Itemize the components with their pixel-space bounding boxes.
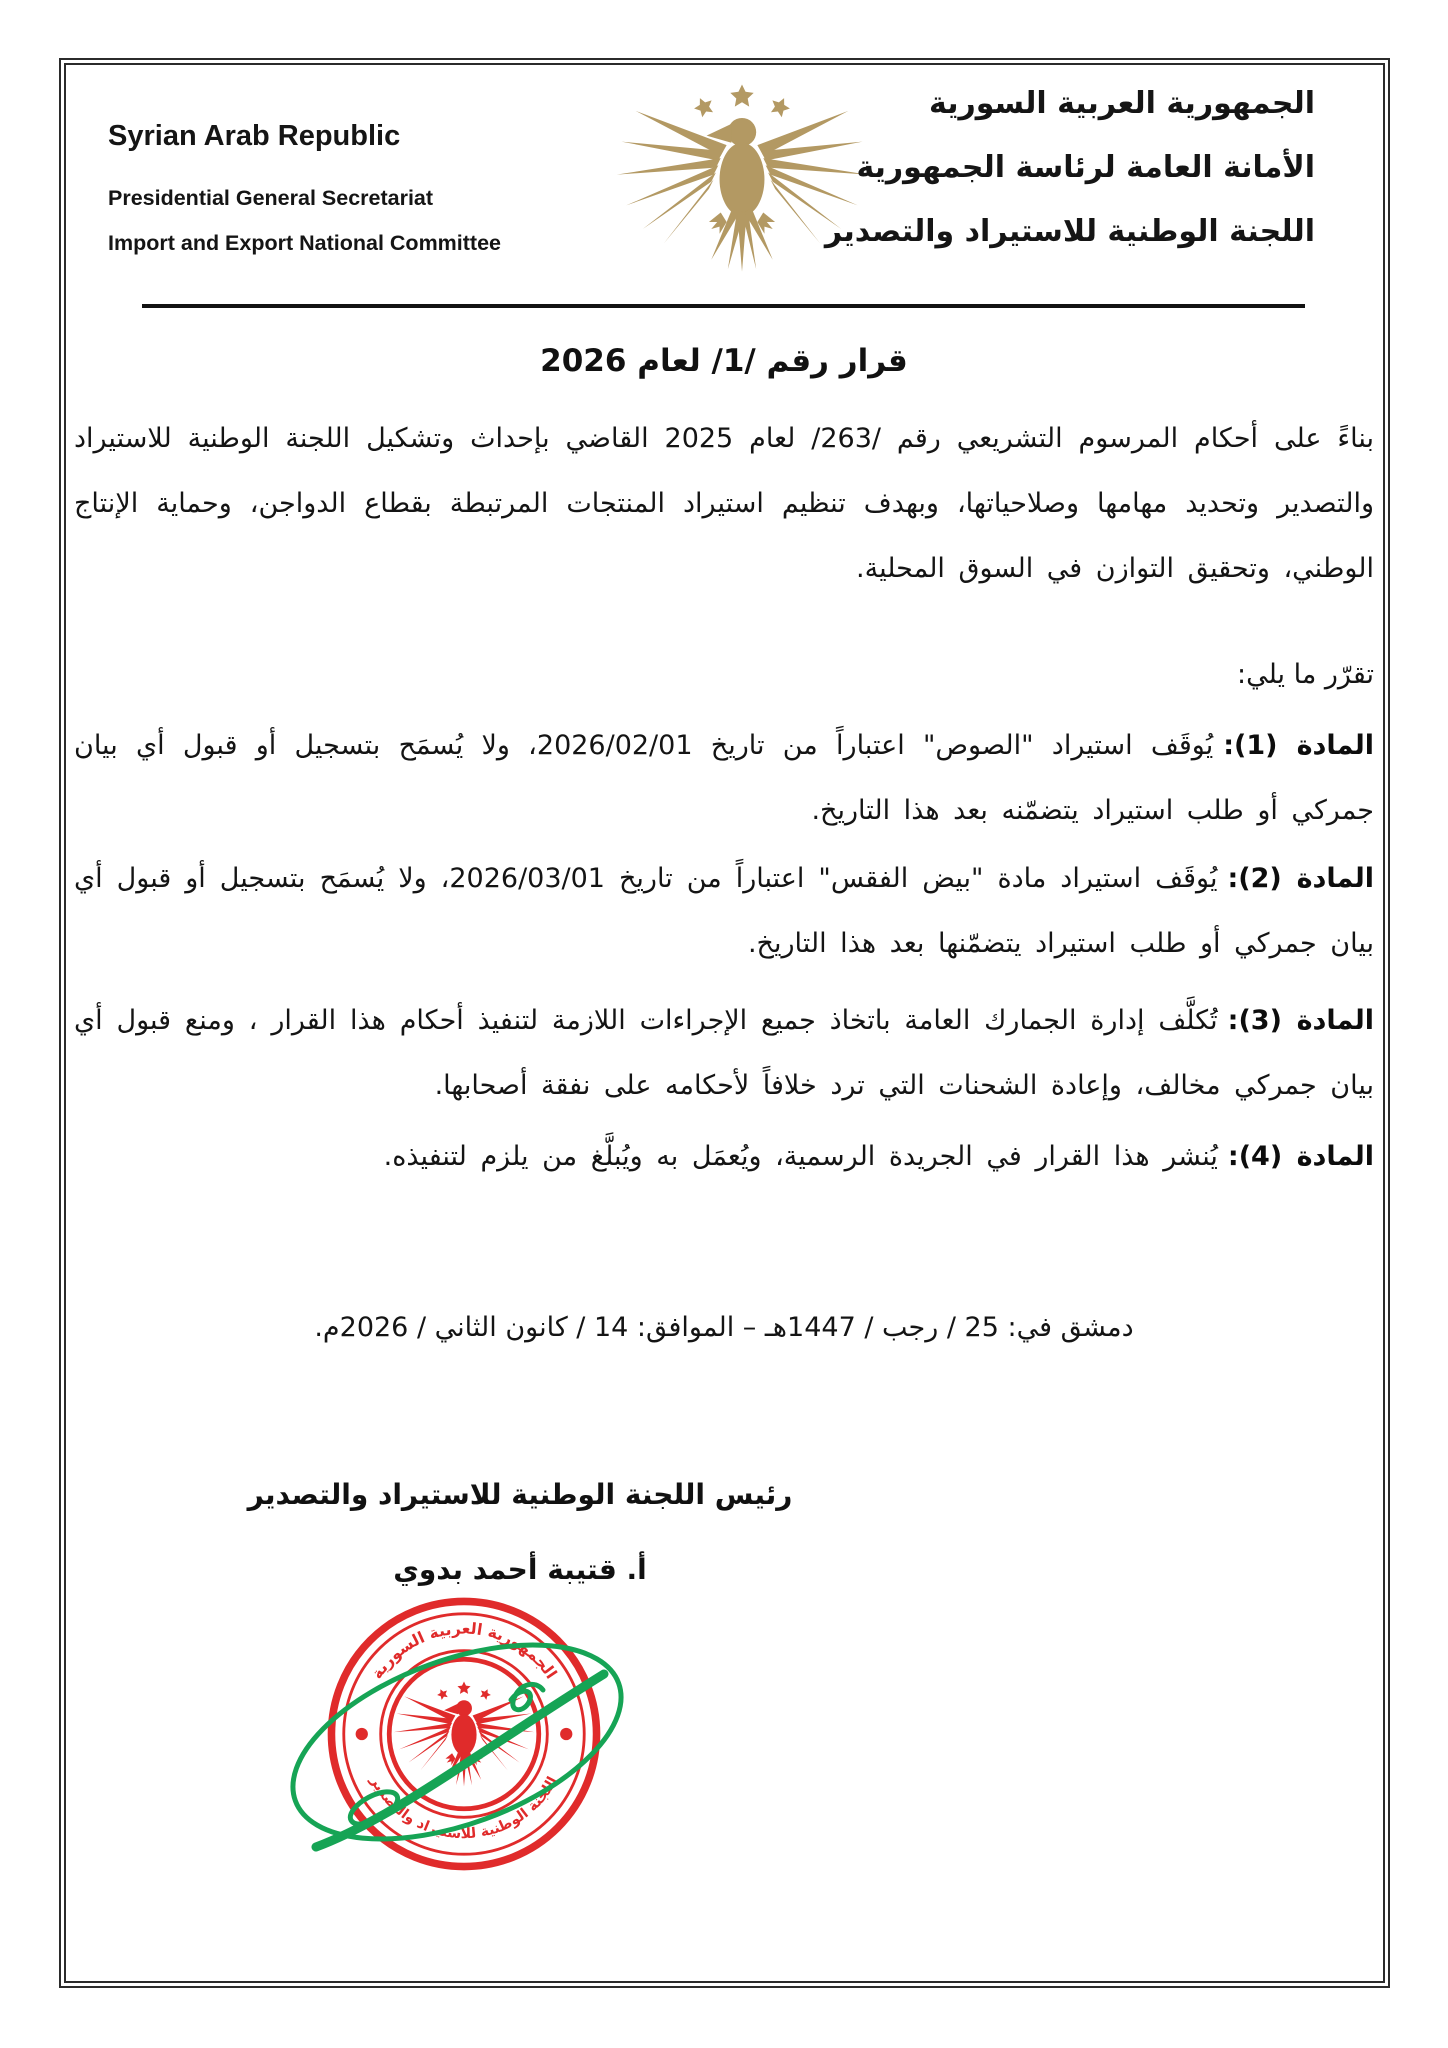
header-arabic-committee: اللجنة الوطنية للاستيراد والتصدير bbox=[824, 214, 1315, 249]
signatory-title: رئيس اللجنة الوطنية للاستيراد والتصدير bbox=[247, 1478, 793, 1511]
header-arabic-country: الجمهورية العربية السورية bbox=[929, 86, 1315, 121]
preamble-paragraph: بناءً على أحكام المرسوم التشريعي رقم /263/ لعام 2025 القاضي بإحداث وتشكيل اللجنة الوطنية للاستيراد والتصدير وتحديد مهامها وصلاحياتها، وبهدف تنظيم استيراد المنتجات المرتبطة بقطاع الدواجن، وحماية الإنتاج الوطني، وتحقيق التوازن في السوق المحلية. bbox=[74, 423, 1374, 584]
stamp-bottom-text: اللجنة الوطنية للاستيراد والتصدير bbox=[366, 1774, 562, 1843]
signatory-name: أ. قتيبة أحمد بدوي bbox=[393, 1553, 647, 1586]
article-4-label: المادة (4): bbox=[1227, 1141, 1374, 1172]
article-2-label: المادة (2): bbox=[1227, 863, 1374, 894]
article-4-text: يُنشر هذا القرار في الجريدة الرسمية، ويُعمَل به ويُبلَّغ من يلزم لتنفيذه. bbox=[383, 1141, 1218, 1172]
signature-block bbox=[220, 1462, 820, 1602]
date-line: دمشق في: 25 / رجب / 1447هـ – الموافق: 14 / كانون الثاني / 2026م. bbox=[314, 1312, 1134, 1343]
header-arabic bbox=[825, 72, 1315, 264]
decides-line: تقرّر ما يلي: bbox=[1236, 659, 1374, 690]
green-signature-icon bbox=[286, 1612, 628, 1878]
article-3 bbox=[74, 988, 1374, 1118]
stamp-top-text: الجمهورية العربية السورية bbox=[367, 1619, 561, 1683]
header-english-secretariat: Presidential General Secretariat bbox=[108, 186, 434, 210]
header-english-committee: Import and Export National Committee bbox=[108, 231, 502, 255]
header-english-country: Syrian Arab Republic bbox=[108, 120, 401, 152]
article-1-label: المادة (1): bbox=[1223, 730, 1374, 761]
article-3-label: المادة (3): bbox=[1227, 1005, 1374, 1036]
article-2 bbox=[74, 846, 1374, 976]
article-1-text: يُوقَف استيراد "الصوص" اعتباراً من تاريخ 2026/02/01، ولا يُسمَح بتسجيل أو قبول أي بيان جمركي أو طلب استيراد يتضمّنه بعد هذا التاريخ. bbox=[74, 730, 1374, 826]
article-4 bbox=[74, 1124, 1374, 1189]
header-arabic-secretariat: الأمانة العامة لرئاسة الجمهورية bbox=[856, 150, 1315, 185]
article-3-text: تُكلَّف إدارة الجمارك العامة باتخاذ جميع الإجراءات اللازمة لتنفيذ أحكام هذا القرار ، ومنع قبول أي بيان جمركي مخالف، وإعادة الشحنات التي ترد خلافاً لأحكامه على نفقة أصحابها. bbox=[74, 1005, 1374, 1101]
article-2-text: يُوقَف استيراد مادة "بيض الفقس" اعتباراً من تاريخ 2026/03/01، ولا يُسمَح بتسجيل أو قبول أي بيان جمركي أو طلب استيراد يتضمّنها بعد هذا التاريخ. bbox=[74, 863, 1374, 959]
decision-title: قرار رقم /1/ لعام 2026 bbox=[540, 343, 908, 379]
header-divider-line bbox=[142, 304, 1305, 308]
article-1 bbox=[74, 713, 1374, 843]
